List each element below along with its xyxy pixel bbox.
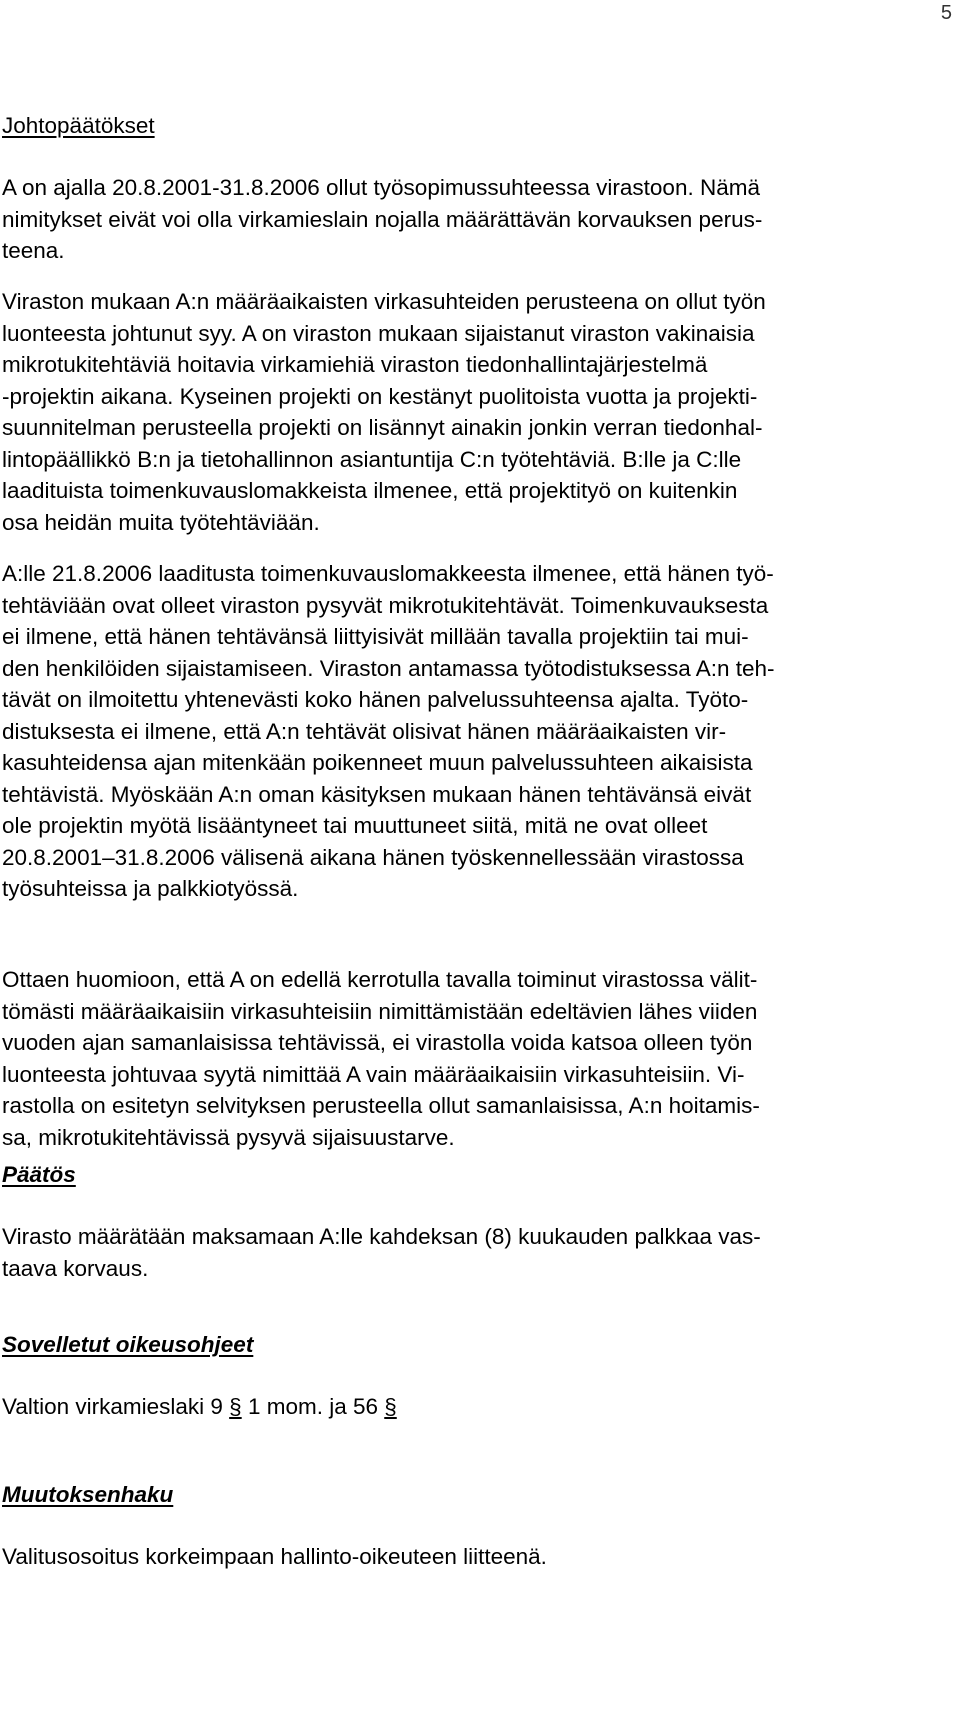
paragraph-line: tömästi määräaikaisiin virkasuhteisiin nimittämistään edeltävien lähes viiden [2, 998, 758, 1024]
paragraph-line: Viraston mukaan A:n määräaikaisten virkasuhteiden perusteena on ollut työn [2, 289, 766, 314]
page-number: 5 [940, 2, 952, 24]
paragraph-line: -projektin aikana. Kyseinen projekti on kestänyt puolitoista vuotta ja projekti- [2, 383, 758, 409]
decision-text [2, 1221, 946, 1284]
paragraph-line: teena. [2, 238, 65, 263]
section-symbol: § [229, 1394, 242, 1419]
appeal-heading-block [2, 1479, 946, 1511]
paragraph-line: lintopäällikkö B:n ja tietohallinnon asiantuntija C:n työtehtäviä. B:lle ja C:lle [2, 446, 742, 472]
paragraph-line: Valitusosoitus korkeimpaan hallinto-oikeuteen liitteenä. [2, 1544, 547, 1569]
applied-law-text [2, 1391, 946, 1423]
paragraph-line: vuoden ajan samanlaisissa tehtävissä, ei virastolla voida katsoa olleen työn [2, 1030, 753, 1055]
applied-law-heading-block [2, 1329, 946, 1361]
paragraph-line: Virasto määrätään maksamaan A:lle kahdeksan (8) kuukauden palkkaa vas- [2, 1224, 761, 1249]
paragraph-line: laadituista toimenkuvauslomakkeista ilmenee, että projektityö on kuitenkin [2, 478, 738, 503]
paragraph-line: luonteesta johtuvaa syytä nimittää A vain määräaikaisiin virkasuhteisiin. Vi- [2, 1061, 745, 1087]
conclusions-heading: Johtopäätökset [2, 113, 155, 138]
paragraph-line: distuksesta ei ilmene, että A:n tehtävät olisivat hänen määräaikaisten vir- [2, 718, 727, 744]
paragraph-line: sa, mikrotukitehtävissä pysyvä sijaisuustarve. [2, 1124, 455, 1150]
paragraph-line: luonteesta johtunut syy. A on viraston mukaan sijaistanut viraston vakinaisia [2, 320, 755, 346]
conclusions-paragraph-1 [2, 172, 946, 267]
applied-law-heading: Sovelletut oikeusohjeet [2, 1332, 254, 1357]
paragraph-line: taava korvaus. [2, 1255, 149, 1281]
paragraph-line: ei ilmene, että hänen tehtävänsä liittyisivät millään tavalla projektiin tai mui- [2, 624, 749, 649]
paragraph-line: tävät on ilmoitettu yhtenevästi koko hänen palvelussuhteensa ajalta. Työto- [2, 687, 749, 712]
section-symbol: § [384, 1394, 397, 1419]
appeal-text [2, 1541, 946, 1573]
paragraph-line: suunnitelman perusteella projekti on lisännyt ainakin jonkin verran tiedonhal- [2, 415, 763, 440]
paragraph-line: A on ajalla 20.8.2001-31.8.2006 ollut työsopimussuhteessa virastoon. Nämä [2, 175, 760, 200]
conclusions-paragraph-4 [2, 964, 946, 1153]
decision-heading-block [2, 1159, 946, 1191]
paragraph-line: ole projektin myötä lisääntyneet tai muuttuneet siitä, mitä ne ovat olleet [2, 813, 708, 838]
law-text-part-2: 1 mom. ja 56 [241, 1394, 385, 1419]
paragraph-line: rastolla on esitetyn selvityksen perusteella ollut samanlaisissa, A:n hoitamis- [2, 1093, 760, 1118]
paragraph-line: työsuhteissa ja palkkiotyössä. [2, 876, 299, 901]
applied-law-line [2, 1391, 946, 1423]
conclusions-paragraph-3 [2, 558, 946, 905]
paragraph-line: Ottaen huomioon, että A on edellä kerrotulla tavalla toiminut virastossa välit- [2, 967, 758, 992]
paragraph-line: tehtävistä. Myöskään A:n oman käsityksen mukaan hänen tehtävänsä eivät [2, 781, 752, 807]
paragraph-line: mikrotukitehtäviä hoitavia virkamiehiä viraston tiedonhallintajärjestelmä [2, 352, 708, 377]
paragraph-line: osa heidän muita työtehtäviään. [2, 509, 320, 535]
law-text-part-1: Valtion virkamieslaki 9 [2, 1394, 230, 1419]
paragraph-line: 20.8.2001–31.8.2006 välisenä aikana hänen työskennellessään virastossa [2, 844, 744, 870]
conclusions-paragraph-2 [2, 286, 946, 538]
paragraph-line: kasuhteidensa ajan mitenkään poikenneet muun palvelussuhteen aikaisista [2, 750, 753, 775]
decision-heading: Päätös [2, 1162, 76, 1187]
paragraph-line: A:lle 21.8.2006 laaditusta toimenkuvauslomakkeesta ilmenee, että hänen työ- [2, 561, 774, 586]
paragraph-line: nimitykset eivät voi olla virkamieslain nojalla määrättävän korvauksen perus- [2, 206, 763, 232]
conclusions-heading-block [2, 110, 946, 142]
appeal-heading: Muutoksenhaku [2, 1482, 174, 1507]
paragraph-line: den henkilöiden sijaistamiseen. Viraston antamassa työtodistuksessa A:n teh- [2, 655, 775, 681]
paragraph-line: tehtäviään ovat olleet viraston pysyvät mikrotukitehtävät. Toimenkuvauksesta [2, 592, 769, 618]
